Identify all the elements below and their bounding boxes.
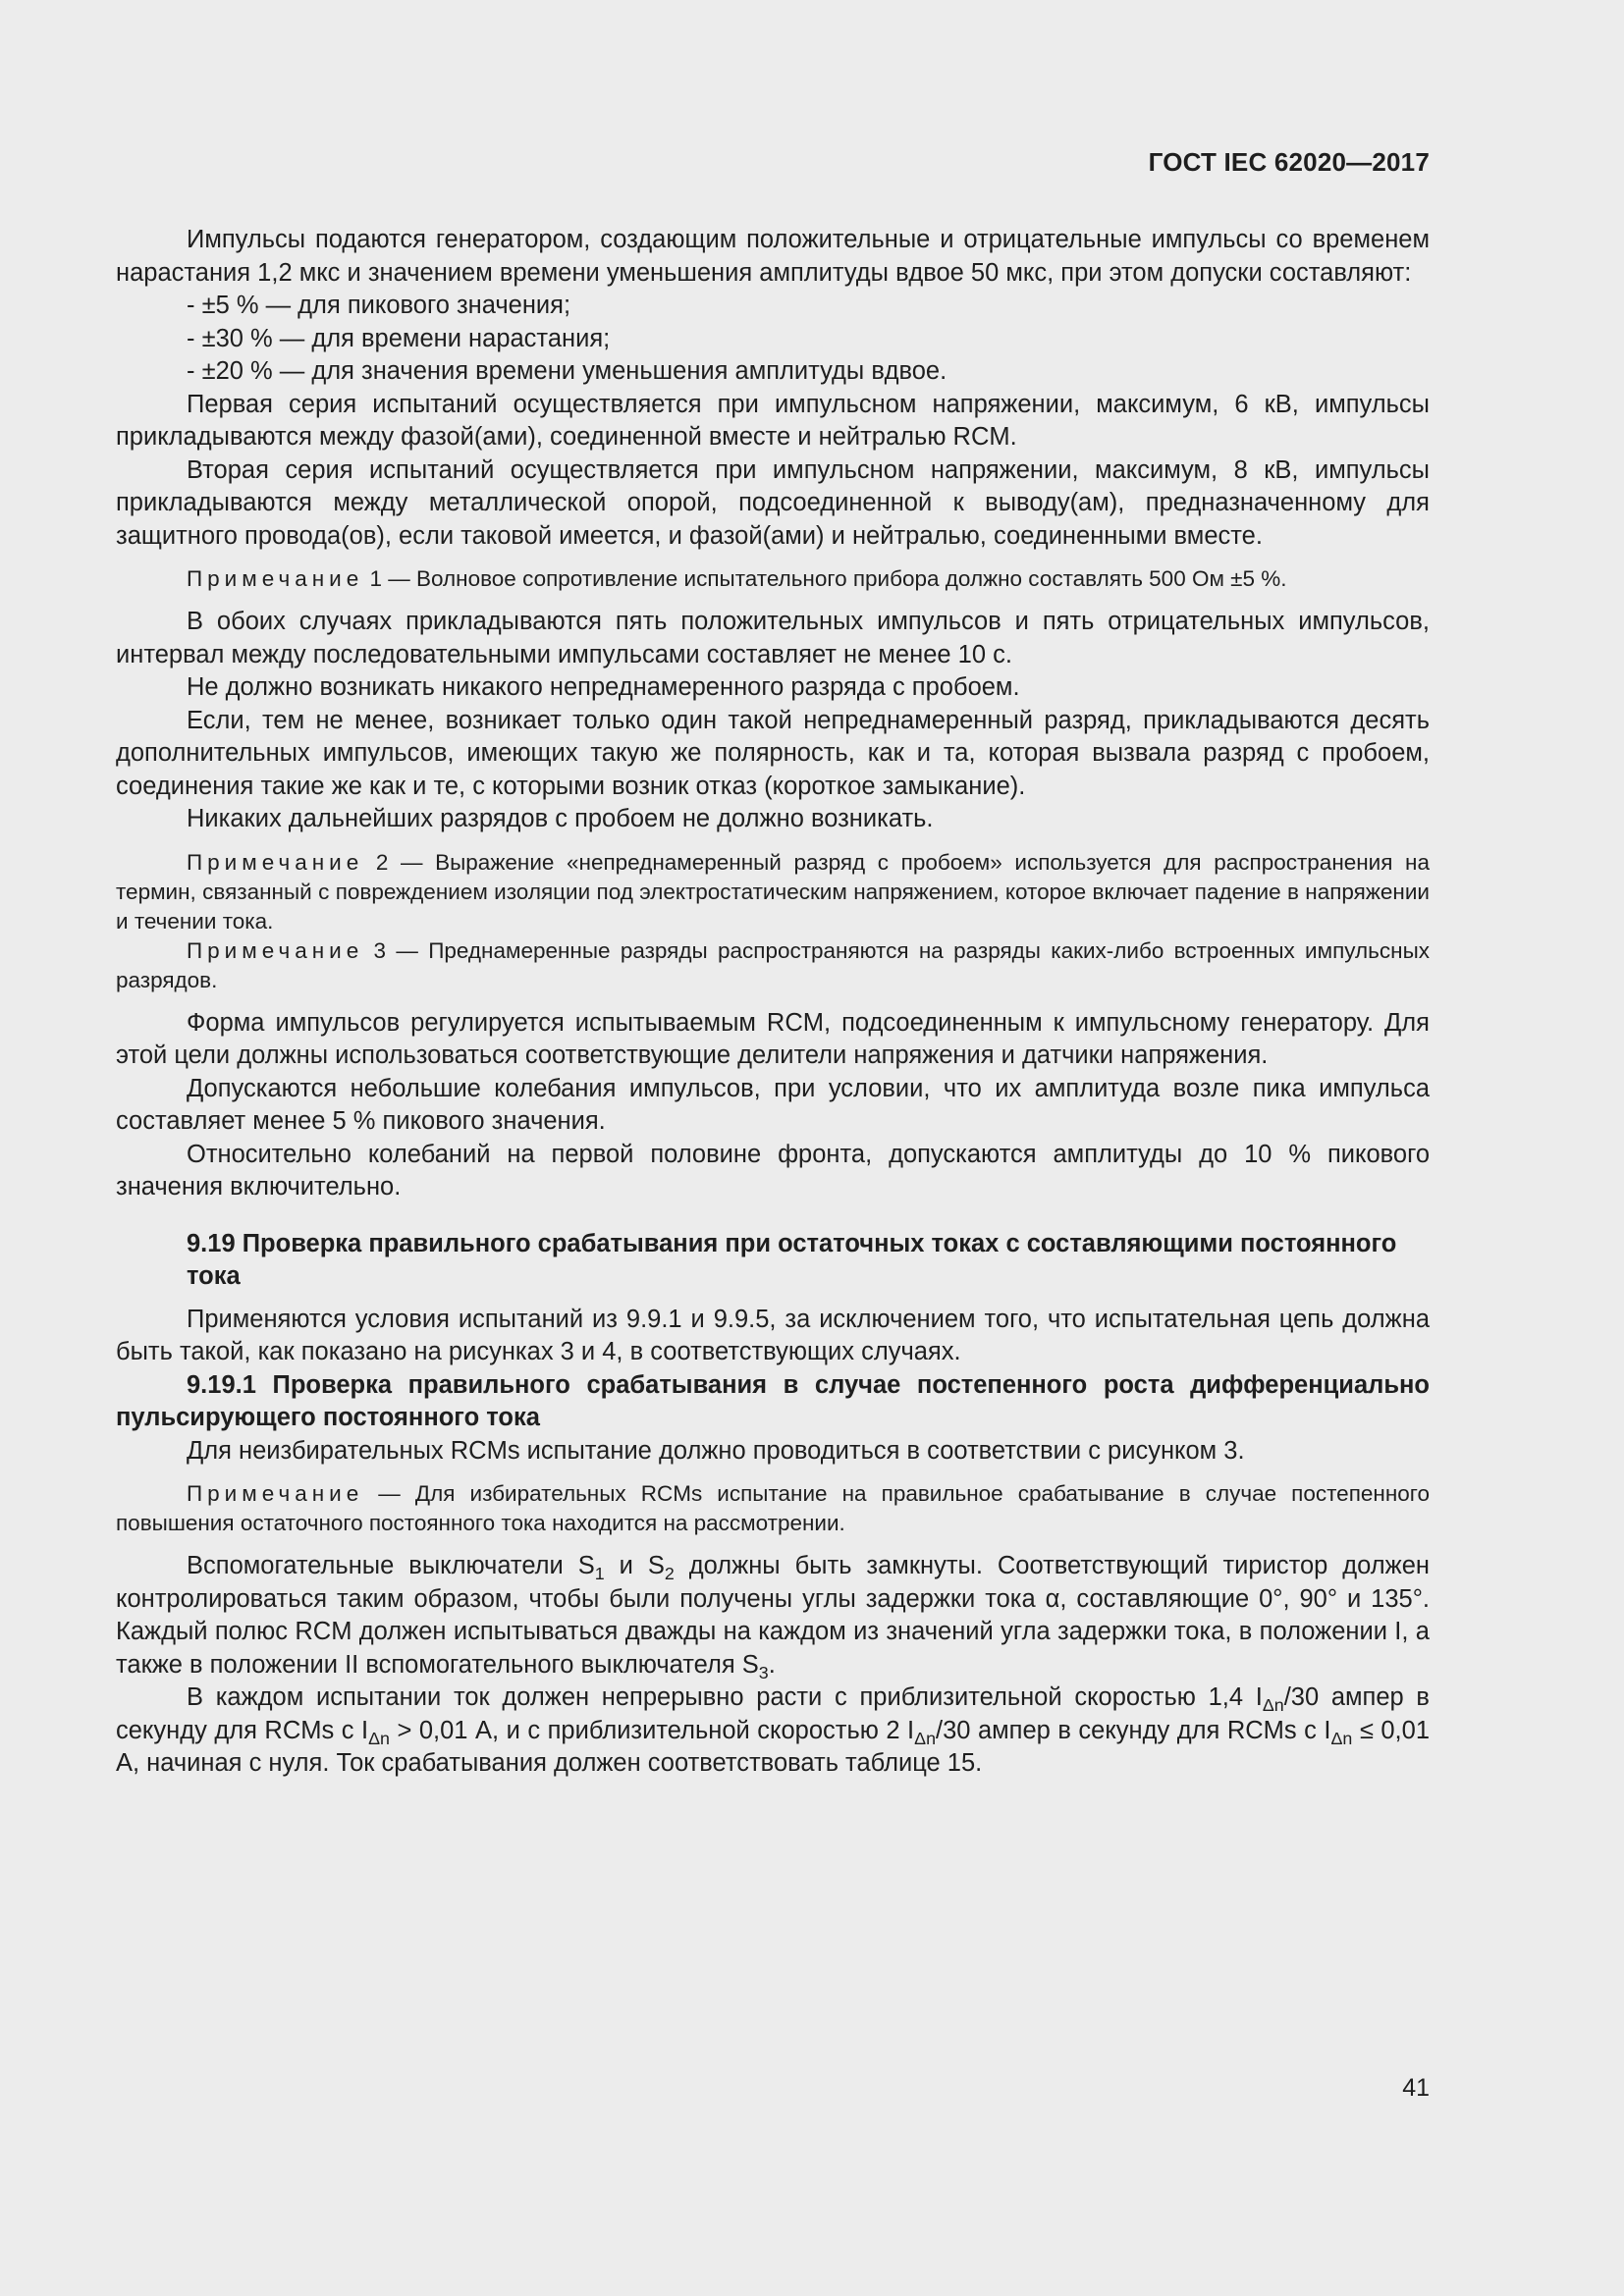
note-text: — Для избирательных RCMs испытание на правильное срабатывание в случае постепенного повышения остаточного постоянного тока находится на рассмотрении. — [116, 1481, 1430, 1535]
paragraph-additional-impulses: Если, тем не менее, возникает только один такой непреднамеренный разряд, прикладываются десять дополнительных импульсов, имеющих такую же полярность, как и та, которая вызвала разряд с пробоем, соединения такие же как и те, с которыми возник отказ (короткое замыкание). — [116, 706, 1430, 800]
page-number: 41 — [1402, 2074, 1430, 2102]
paragraph-impulse-shape: Форма импульсов регулируется испытываемым RCM, подсоединенным к импульсному генератору. Для этой цели должны использоваться соответствующие делители напряжения и датчики напряжения. — [116, 1008, 1430, 1069]
paragraph-oscillations: Допускаются небольшие колебания импульсов, при условии, что их амплитуда возле пика импульса составляет менее 5 % пикового значения. — [116, 1074, 1430, 1135]
paragraph-no-discharge: Не должно возникать никакого непреднамеренного разряда с пробоем. — [187, 673, 1020, 701]
note-text: 2 — Выражение «непреднамеренный разряд с пробоем» используется для распространения на термин, связанный с повреждением изоляции под электростатическим напряжением, которое включает падение в напряжении и течении тока. — [116, 849, 1430, 934]
section-heading-9-19: 9.19 Проверка правильного срабатывания при остаточных токах с составляющими постоянного тока — [187, 1229, 1397, 1290]
paragraph-second-series: Вторая серия испытаний осуществляется при импульсном напряжении, максимум, 8 кВ, импульсы прикладываются между металлической опорой, подсоединенной к выводу(ам), предназначенному для защитного провода(ов), если таковой имеется, и фазой(ами) и нейтралью, соединенными вместе. — [116, 455, 1430, 550]
note-label: Примечание — [187, 937, 364, 963]
paragraph-test-conditions: Применяются условия испытаний из 9.9.1 и 9.9.5, за исключением того, что испытательная цепь должна быть такой, как показано на рисунках 3 и 4, в соответствующих случаях. — [116, 1305, 1430, 1365]
note-2 — [116, 848, 1430, 936]
paragraph-impulses: Импульсы подаются генератором, создающим положительные и отрицательные импульсы со временем нарастания 1,2 мкс и значением времени уменьшения амплитуды вдвое 50 мкс, при этом допуски составляют: — [116, 226, 1430, 287]
note-label: Примечание — [187, 566, 364, 591]
note-3 — [116, 936, 1430, 995]
note-label: Примечание — [187, 1481, 364, 1506]
paragraph-both-cases: В обоих случаях прикладываются пять положительных импульсов и пять отрицательных импульсов, интервал между последовательными импульсами составляет не менее 10 с. — [116, 608, 1430, 668]
section-heading-9-19-1: 9.19.1 Проверка правильного срабатывания в случае постепенного роста дифференциально пульсирующего постоянного тока — [116, 1370, 1430, 1431]
note-text: 3 — Преднамеренные разряды распространяются на разряды каких-либо встроенных импульсных разрядов. — [116, 937, 1430, 992]
page-content — [116, 224, 1430, 1781]
list-item: - ±5 % — для пикового значения; — [187, 292, 571, 319]
note-label: Примечание — [187, 849, 364, 875]
paragraph-first-series: Первая серия испытаний осуществляется при импульсном напряжении, максимум, 6 кВ, импульсы прикладываются между фазой(ами), соединенной вместе и нейтралью RCM. — [116, 390, 1430, 451]
list-item: - ±30 % — для времени нарастания; — [187, 324, 611, 352]
paragraph-front-oscillations: Относительно колебаний на первой половине фронта, допускаются амплитуды до 10 % пикового значения включительно. — [116, 1140, 1430, 1201]
standard-header: ГОСТ IEC 62020—2017 — [1148, 147, 1430, 177]
paragraph-auxiliary-switches: Вспомогательные выключатели $S_1$ и $S_2$ должны быть замкнуты. Соответствующий тиристор должен контролироваться таким образом, чтобы были получены углы задержки тока α, составляющие 0°, 90° и 135°. Каждый полюс RCM должен испытываться дважды на каждом из значений угла задержки тока, в положении I, а также в положении II вспомогательного выключателя $S_3$. — [116, 1552, 1430, 1682]
paragraph-no-further: Никаких дальнейших разрядов с пробоем не должно возникать. — [187, 805, 934, 832]
paragraph-current-rise: В каждом испытании ток должен непрерывно расти с приблизительной скоростью 1,4 $I_{\Delta n}/30$ ампер в секунду для RCMs с $I_{\Delta n} > 0,01$ А, и с приблизительной скоростью 2 $I_{\Delta n}/30$ ампер в секунду для RCMs с $I_{\Delta n} \le 0,01$ А, начиная с нуля. Ток срабатывания должен соответствовать таблице 15. — [116, 1683, 1431, 1777]
paragraph-non-selective: Для неизбирательных RCMs испытание должно проводиться в соответствии с рисунком 3. — [187, 1436, 1245, 1465]
note-text: 1 — Волновое сопротивление испытательного прибора должно составлять 500 Ом ±5 %. — [363, 566, 1287, 591]
note-4 — [116, 1479, 1430, 1538]
note-1 — [116, 564, 1430, 594]
list-item: - ±20 % — для значения времени уменьшения амплитуды вдвое. — [187, 357, 947, 385]
